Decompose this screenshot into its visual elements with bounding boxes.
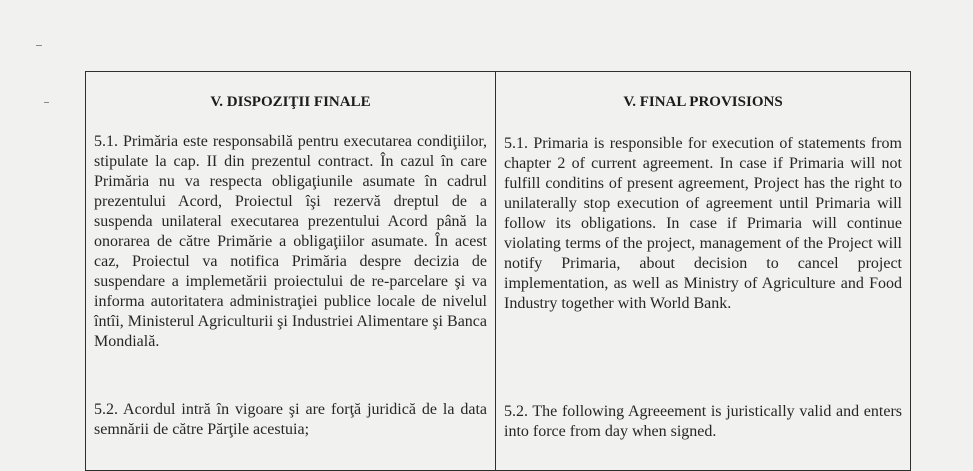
romanian-column (86, 72, 496, 470)
bilingual-provisions-table (85, 71, 911, 471)
english-clause-5-1: 5.1. Primaria is responsible for execution of statements from chapter 2 of current agreement. In case if Primaria will not fulfill conditins of present agreement, Project has the right to unilaterally stop execution of agreement until Primaria will follow its obligations. In case if Primaria will continue violating terms of the project, management of the Project will notify Primaria, about decision to cancel project implementation, as well as Ministry of Agriculture and Food Industry together with World Bank. (504, 135, 902, 312)
english-column (496, 72, 910, 470)
english-clause-5-2: 5.2. The following Agreeement is juristically valid and enters into force from day when signed. (504, 403, 902, 440)
romanian-clause-5-1: 5.1. Primăria este responsabilă pentru executarea condiţiilor, stipulate la cap. II din prezentul contract. În cazul în care Primăria nu va respecta obligaţiunile asumate în cadrul prezentului Acord, Proiectul îşi rezervă dreptul de a suspenda unilateral executarea prezentului Acord până la onorarea de către Primărie a obligaţiilor asumate. În acest caz, Proiectul va notifica Primăria despre decizia de suspendare a implemetării proiectului de re-parcelare şi va informa autoritatera administraţiei publice locale de nivelul întîi, Ministerul Agriculturii şi Industriei Alimentare şi Banca Mondială. (94, 133, 487, 350)
romanian-section-heading: V. DISPOZIŢII FINALE (210, 94, 371, 110)
romanian-clause-5-2: 5.2. Acordul intră în vigoare şi are forţă juridică de la data semnării de către Părţile acestuia; (94, 401, 487, 438)
english-section-heading: V. FINAL PROVISIONS (623, 94, 783, 110)
scan-mark (44, 102, 49, 103)
scan-mark (36, 45, 42, 46)
